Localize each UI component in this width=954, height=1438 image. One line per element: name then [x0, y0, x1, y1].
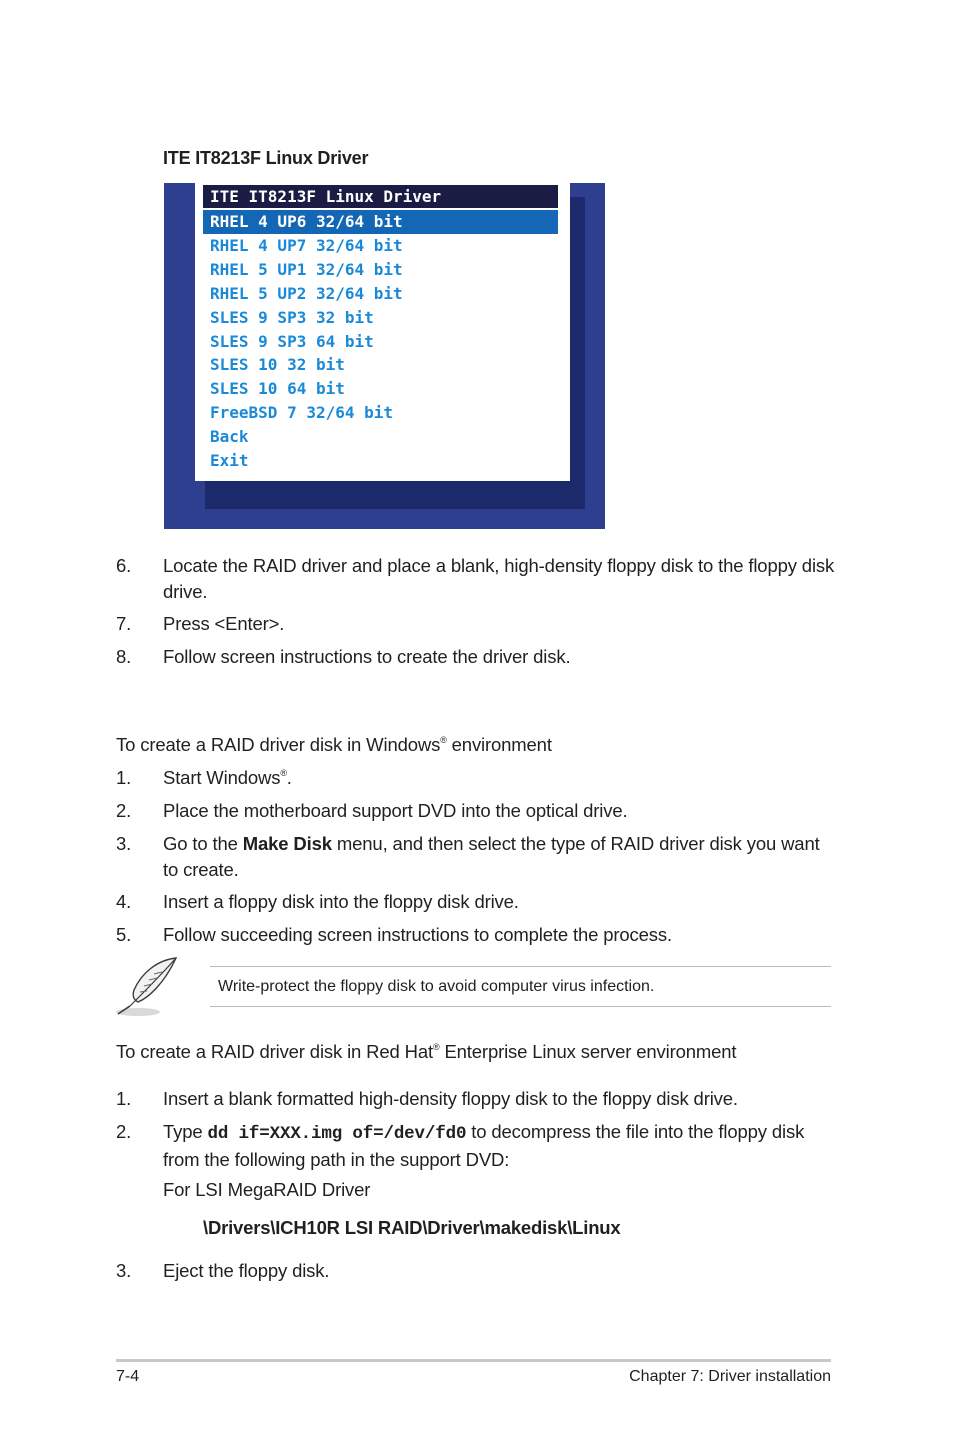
menu-item-sles10-32[interactable]: SLES 10 32 bit: [210, 355, 345, 375]
menu-item-rhel5-up1[interactable]: RHEL 5 UP1 32/64 bit: [210, 259, 403, 279]
footer-rule: [116, 1359, 831, 1362]
note-top-rule: [210, 966, 831, 967]
driver-menu-screenshot: [164, 183, 605, 529]
step-number: 2.: [116, 800, 132, 821]
step-number: 3.: [116, 833, 132, 854]
step-number: 6.: [116, 555, 132, 576]
step-text: Press <Enter>.: [163, 613, 285, 634]
menu-item-sles10-64[interactable]: SLES 10 64 bit: [210, 379, 345, 399]
step-text: Go to the Make Disk menu, and then select the type of RAID driver disk you want to create.: [163, 833, 820, 880]
step-text: Insert a blank formatted high-density floppy disk to the floppy disk drive.: [163, 1088, 738, 1109]
step-text: Locate the RAID driver and place a blank, high-density floppy disk to the floppy disk drive.: [163, 555, 835, 602]
step-text: Insert a floppy disk into the floppy disk drive.: [163, 891, 519, 912]
menu-title: ITE IT8213F Linux Driver: [203, 185, 558, 208]
step-text: Place the motherboard support DVD into the optical drive.: [163, 800, 628, 821]
menu-item-rhel4-up6[interactable]: RHEL 4 UP6 32/64 bit: [203, 210, 558, 234]
menu-item-sles9-sp3-32[interactable]: SLES 9 SP3 32 bit: [210, 307, 374, 327]
figure-caption: ITE IT8213F Linux Driver: [163, 148, 369, 168]
step-number: 3.: [116, 1260, 132, 1281]
menu-item-rhel4-up7[interactable]: RHEL 4 UP7 32/64 bit: [210, 236, 403, 255]
page-number: 7-4: [116, 1368, 140, 1385]
command-text: dd if=XXX.img of=/dev/fd0: [207, 1124, 467, 1144]
step-number: 7.: [116, 613, 132, 634]
step-text: Type dd if=XXX.img of=/dev/fd0 to decompress the file into the floppy disk from the following path in the support DVD:: [163, 1121, 805, 1170]
step-number: 1.: [116, 767, 132, 788]
step-text: Eject the floppy disk.: [163, 1260, 330, 1281]
step-number: 2.: [116, 1121, 132, 1142]
step-number: 8.: [116, 646, 132, 667]
windows-intro: To create a RAID driver disk in Windows® environment: [116, 734, 552, 755]
step-number: 1.: [116, 1088, 132, 1109]
menu-item-exit[interactable]: Exit: [210, 451, 249, 471]
step-text: Follow screen instructions to create the driver disk.: [163, 646, 571, 667]
menu-box: [195, 183, 570, 481]
note-text: Write-protect the floppy disk to avoid computer virus infection.: [218, 978, 655, 995]
step-text: Start Windows®.: [163, 767, 292, 788]
redhat-intro: To create a RAID driver disk in Red Hat® Enterprise Linux server environment: [116, 1041, 737, 1062]
step-number: 5.: [116, 924, 132, 945]
chapter-title: Chapter 7: Driver installation: [629, 1368, 831, 1385]
menu-item-freebsd7[interactable]: FreeBSD 7 32/64 bit: [210, 403, 394, 423]
feather-pen-icon: [114, 956, 180, 1018]
menu-item-sles9-sp3-64[interactable]: SLES 9 SP3 64 bit: [210, 331, 374, 351]
menu-list: [203, 210, 558, 473]
lsi-driver-label: For LSI MegaRAID Driver: [163, 1179, 371, 1200]
menu-item-back[interactable]: Back: [210, 427, 249, 447]
step-text: Follow succeeding screen instructions to complete the process.: [163, 924, 672, 945]
menu-item-rhel5-up2[interactable]: RHEL 5 UP2 32/64 bit: [210, 283, 403, 303]
driver-path: \Drivers\ICH10R LSI RAID\Driver\makedisk\Linux: [203, 1217, 621, 1238]
make-disk-label: Make Disk: [242, 833, 332, 854]
note-bottom-rule: [210, 1006, 831, 1007]
step-number: 4.: [116, 891, 132, 912]
